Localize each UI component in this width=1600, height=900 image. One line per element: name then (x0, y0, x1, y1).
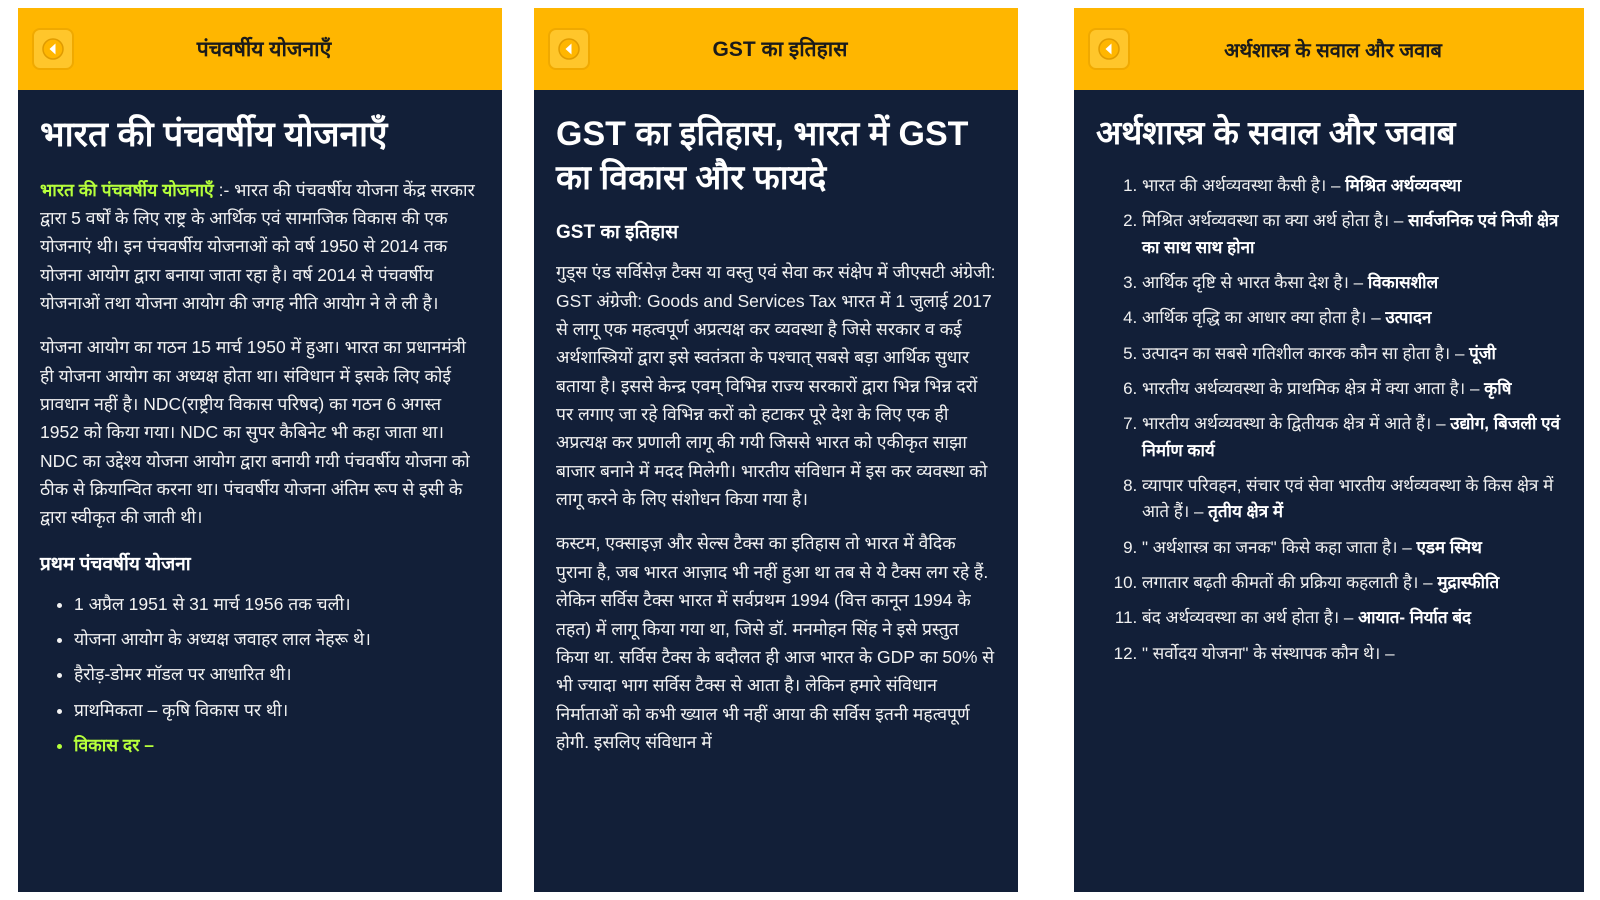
article-card (534, 8, 1018, 892)
bullet-list (40, 590, 480, 760)
qa-question: व्यापार परिवहन, संचार एवं सेवा भारतीय अर्थव्यवस्था के किस क्षेत्र में आते हैं। – (1142, 475, 1554, 522)
article-card (18, 8, 502, 892)
card-bottom-edge (534, 886, 1018, 892)
list-item: • 1 अप्रैल 1951 से 31 मार्च 1956 तक चली। (74, 590, 480, 618)
list-item: • प्राथमिकता – कृषि विकास पर थी। (74, 696, 480, 724)
app-topbar (534, 8, 1018, 90)
list-item (1142, 173, 1562, 199)
qa-question: लगातार बढ़ती कीमतों की प्रक्रिया कहलाती है। – (1142, 573, 1433, 593)
list-item: • हैरोड़-डोमर मॉडल पर आधारित थी। (74, 660, 480, 688)
back-arrow-icon[interactable] (1088, 28, 1130, 70)
qa-answer: उत्पादन (1385, 308, 1432, 328)
qa-question: बंद अर्थव्यवस्था का अर्थ होता है। – (1142, 608, 1354, 628)
list-item (1142, 376, 1562, 402)
qa-question: " अर्थशास्त्र का जनक" किसे कहा जाता है। – (1142, 537, 1412, 557)
page-title: भारत की पंचवर्षीय योजनाएँ (40, 115, 388, 154)
topbar-title: अर्थशास्त्र के सवाल और जवाब (1224, 39, 1442, 62)
qa-answer: पूंजी (1469, 343, 1496, 363)
qa-list (1096, 173, 1562, 667)
article-content (1074, 90, 1584, 667)
page-title: GST का इतिहास, भारत में GST का विकास और फायदे (556, 115, 969, 198)
page-title: अर्थशास्त्र के सवाल और जवाब (1096, 114, 1456, 151)
section-heading: GST का इतिहास (556, 222, 679, 244)
qa-answer: तृतीय क्षेत्र में (1208, 502, 1283, 522)
panel-economics-qa (1060, 0, 1600, 900)
qa-question: मिश्रित अर्थव्यवस्था का क्या अर्थ होता है। – (1142, 211, 1404, 231)
lead-paragraph-text: :- भारत की पंचवर्षीय योजना केंद्र सरकार द्वारा 5 वर्षों के लिए राष्ट्र के आर्थिक एवं सामाजिक विकास की एक योजनाएं थी। इन पंचवर्षीय योजनाओं को वर्ष 1950 से 2014 तक योजना आयोग द्वारा बनाया जाता रहा है। वर्ष 2014 से पंचवर्षीय योजनाओं तथा योजना आयोग की जगह नीति आयोग ने ले ली है। (40, 179, 475, 313)
paragraph: गुड्स एंड सर्विसेज़ टैक्स या वस्तु एवं सेवा कर संक्षेप में जीएसटी अंग्रेजी: GST अंग्रेजी: Goods and Services Tax भारत में 1 जुलाई 2017 से लागू एक महत्वपूर्ण अप्रत्यक्ष कर व्यवस्था है जिसे सरकार व कई अर्थशास्त्रियों द्वारा इसे स्वतंत्रता के पश्चात् सबसे बड़ा आर्थिक सुधार बताया है। इससे केन्द्र एवम् विभिन्न राज्य सरकारों द्वारा भिन्न भिन्न दरों पर लगाए जा रहे विभिन्न करों को हटाकर पूरे देश के लिए एक ही अप्रत्यक्ष कर प्रणाली लागू की गयी जिससे भारत को एकीकृत साझा बाजार बनाने में मदद मिलेगी। भारतीय संविधान में इस कर व्यवस्था को लागू करने के लिए संशोधन किया गया है। (556, 262, 996, 510)
app-topbar (18, 8, 502, 90)
qa-question: आर्थिक वृद्धि का आधार क्या होता है। – (1142, 308, 1381, 328)
list-item: • विकास दर – (74, 731, 480, 759)
back-arrow-icon[interactable] (32, 28, 74, 70)
qa-question: भारतीय अर्थव्यवस्था के द्वितीयक क्षेत्र में आते हैं। – (1142, 414, 1446, 434)
panel-gst-history (520, 0, 1060, 900)
section-heading: प्रथम पंचवर्षीय योजना (40, 553, 191, 575)
app-topbar (1074, 8, 1584, 90)
qa-answer: सार्वजनिक एवं निजी क्षेत्र का साथ साथ होना (1142, 211, 1559, 257)
paragraph: योजना आयोग का गठन 15 मार्च 1950 में हुआ। भारत का प्रधानमंत्री ही योजना आयोग का अध्यक्ष होता था। संविधान में इसके लिए कोई प्रावधान नहीं है। NDC(राष्ट्रीय विकास परिषद) का गठन 6 अगस्त 1952 को किया गया। NDC का सुपर कैबिनेट भी कहा जाता था। NDC का उद्देश्य योजना आयोग द्वारा बनायी गयी पंचवर्षीय योजना को ठीक से क्रियान्वित करना था। पंचवर्षीय योजना अंतिम रूप से इसी के द्वारा स्वीकृत की जाती थी। (40, 337, 470, 528)
topbar-title: पंचवर्षीय योजनाएँ (196, 38, 332, 61)
qa-question: " सर्वोदय योजना" के संस्थापक कौन थे। – (1142, 643, 1395, 663)
back-arrow-icon[interactable] (548, 28, 590, 70)
qa-answer: उद्योग, बिजली एवं निर्माण कार्य (1142, 414, 1560, 460)
list-item (1142, 641, 1562, 667)
list-item (1142, 208, 1562, 261)
qa-question: भारतीय अर्थव्यवस्था के प्राथमिक क्षेत्र में क्या आता है। – (1142, 378, 1480, 398)
qa-question: आर्थिक दृष्टि से भारत कैसा देश है। – (1142, 272, 1364, 292)
card-bottom-edge (1074, 886, 1584, 892)
qa-answer: कृषि (1484, 378, 1512, 398)
qa-answer: मुद्रास्फीति (1437, 573, 1500, 593)
lead-highlight: भारत की पंचवर्षीय योजनाएँ (40, 179, 214, 200)
list-item (1142, 535, 1562, 561)
list-item (1142, 605, 1562, 631)
qa-question: भारत की अर्थव्यवस्था कैसी है। – (1142, 175, 1341, 195)
qa-question: उत्पादन का सबसे गतिशील कारक कौन सा होता है। – (1142, 343, 1465, 363)
article-content (534, 90, 1018, 756)
list-item (1142, 411, 1562, 464)
list-item (1142, 473, 1562, 526)
qa-answer: विकासशील (1367, 272, 1439, 292)
list-item (1142, 270, 1562, 296)
topbar-title: GST का इतिहास (712, 38, 848, 61)
article-card (1074, 8, 1584, 892)
list-item (1142, 341, 1562, 367)
card-bottom-edge (18, 886, 502, 892)
lead-paragraph (40, 176, 480, 318)
article-content (18, 90, 502, 759)
list-item: • योजना आयोग के अध्यक्ष जवाहर लाल नेहरू थे। (74, 625, 480, 653)
panel-five-year-plans (0, 0, 520, 900)
qa-answer: आयात- निर्यात बंद (1358, 608, 1472, 628)
list-item (1142, 305, 1562, 331)
qa-answer: मिश्रित अर्थव्यवस्था (1345, 175, 1462, 195)
qa-answer: एडम स्मिथ (1416, 537, 1482, 557)
list-item (1142, 570, 1562, 596)
paragraph: कस्टम, एक्साइज़ और सेल्स टैक्स का इतिहास तो भारत में वैदिक पुराना है, जब भारत आज़ाद भी नहीं हुआ था तब से ये टैक्स लग रहे हैं. लेकिन सर्विस टैक्स भारत में सर्वप्रथम 1994 (वित्त कानून 1994 के तहत) में लागू किया गया था, जिसे डॉ. मनमोहन सिंह ने इसे प्रस्तुत किया था. सर्विस टैक्स के बदौलत ही आज भारत के GDP का 50% से भी ज्यादा भाग सर्विस टैक्स से आता है। लेकिन हमारे संविधान निर्माताओं को कभी ख्याल भी नहीं आया की सर्विस इतनी महत्वपूर्ण होगी. इसलिए संविधान में (556, 533, 995, 752)
